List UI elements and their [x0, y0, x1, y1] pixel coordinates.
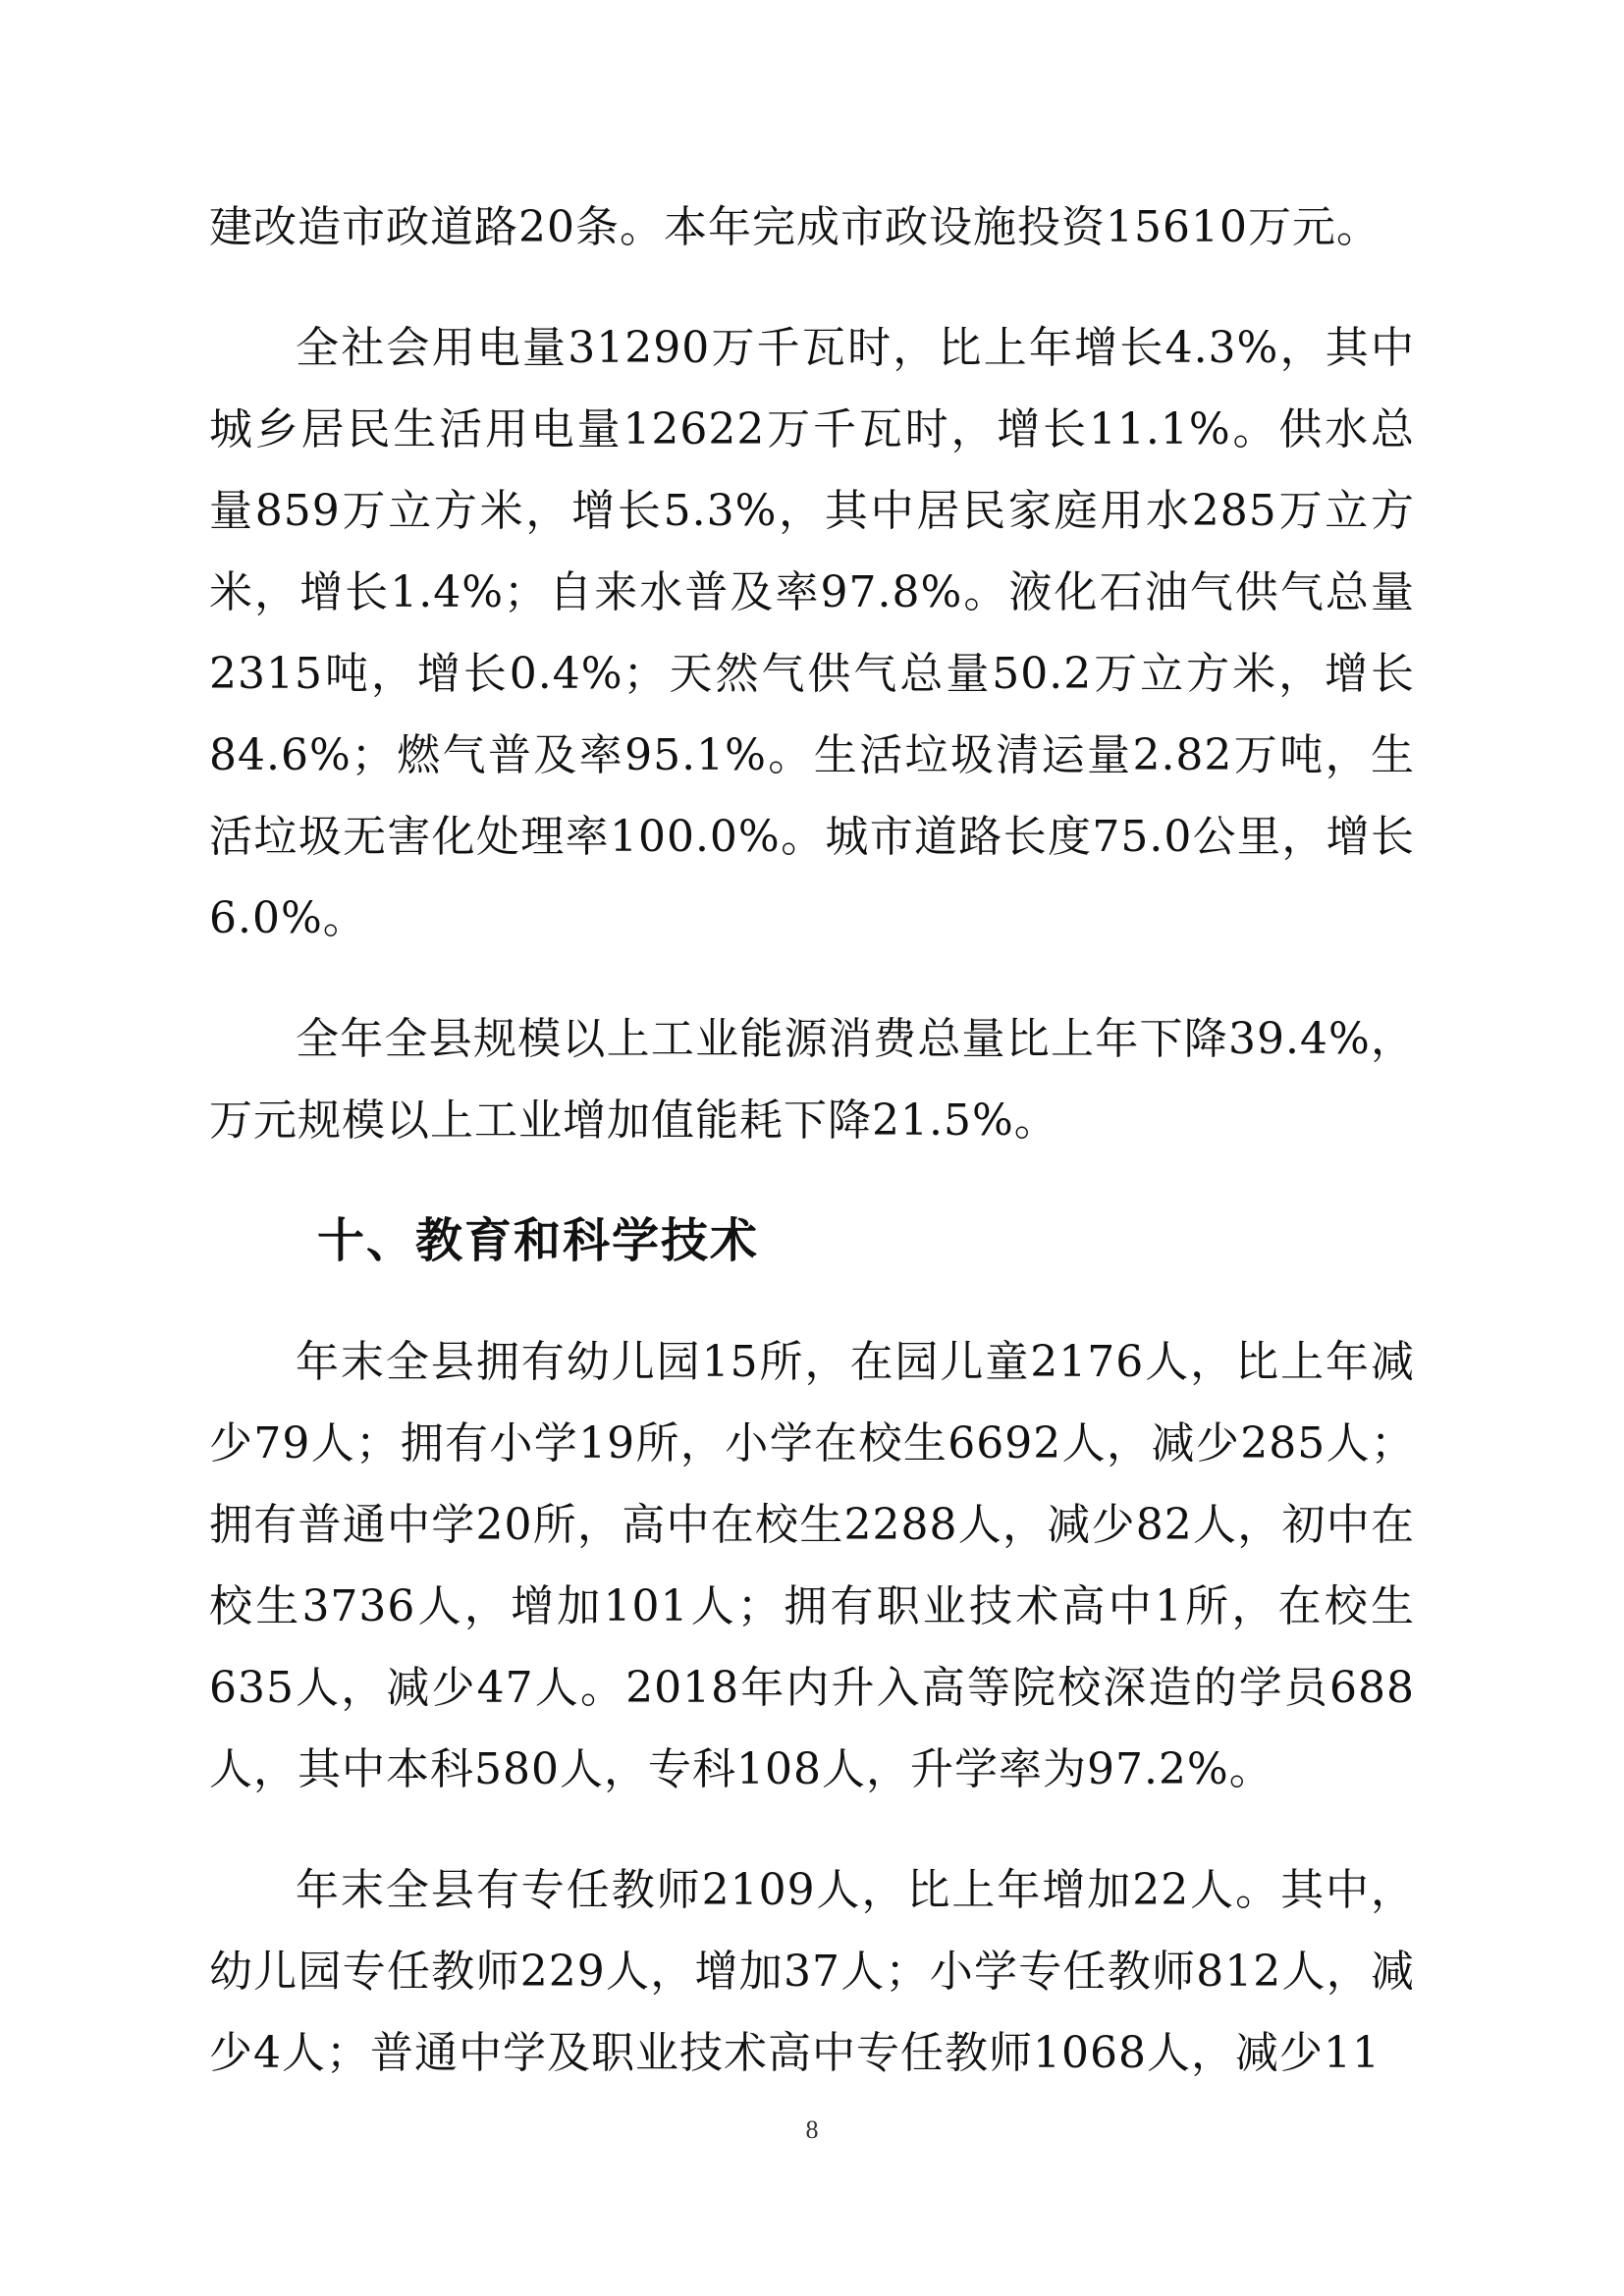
paragraph-continuation: 建改造市政道路20条。本年完成市政设施投资15610万元。 [209, 202, 1380, 252]
paragraph-energy-consumption: 全年全县规模以上工业能源消费总量比上年下降39.4%，万元规模以上工业增加值能耗下降21.5%。 [209, 1014, 1415, 1146]
paragraph-teachers: 年末全县有专任教师2109人，比上年增加22人。其中，幼儿园专任教师229人，增加37人；小学专任教师812人，减少4人；普通中学及职业技术高中专任教师1068人，减少11 [209, 1865, 1415, 2078]
section-heading-education: 十、教育和科学技术 [317, 1213, 760, 1268]
page-number: 8 [805, 2115, 819, 2144]
paragraph-electricity-water-gas: 全社会用电量31290万千瓦时，比上年增长4.3%，其中城乡居民生活用电量12622万千瓦时，增长11.1%。供水总量859万立方米，增长5.3%，其中居民家庭用水285万立方米，增长1.4%；自来水普及率97.8%。液化石油气供气总量2315吨，增长0.4%；天然气供气总量50.2万立方米，增长84.6%；燃气普及率95.1%。生活垃圾清运量2.82万吨，生活垃圾无害化处理率100.0%。城市道路长度75.0公里，增长6.0%。 [209, 323, 1415, 943]
document-body [209, 187, 1415, 2094]
paragraph-schools-students: 年末全县拥有幼儿园15所，在园儿童2176人，比上年减少79人；拥有小学19所，小学在校生6692人，减少285人；拥有普通中学20所，高中在校生2288人，减少82人，初中在校生3736人，增加101人；拥有职业技术高中1所，在校生635人，减少47人。2018年内升入高等院校深造的学员688人，其中本科580人，专科108人，升学率为97.2%。 [209, 1337, 1415, 1794]
